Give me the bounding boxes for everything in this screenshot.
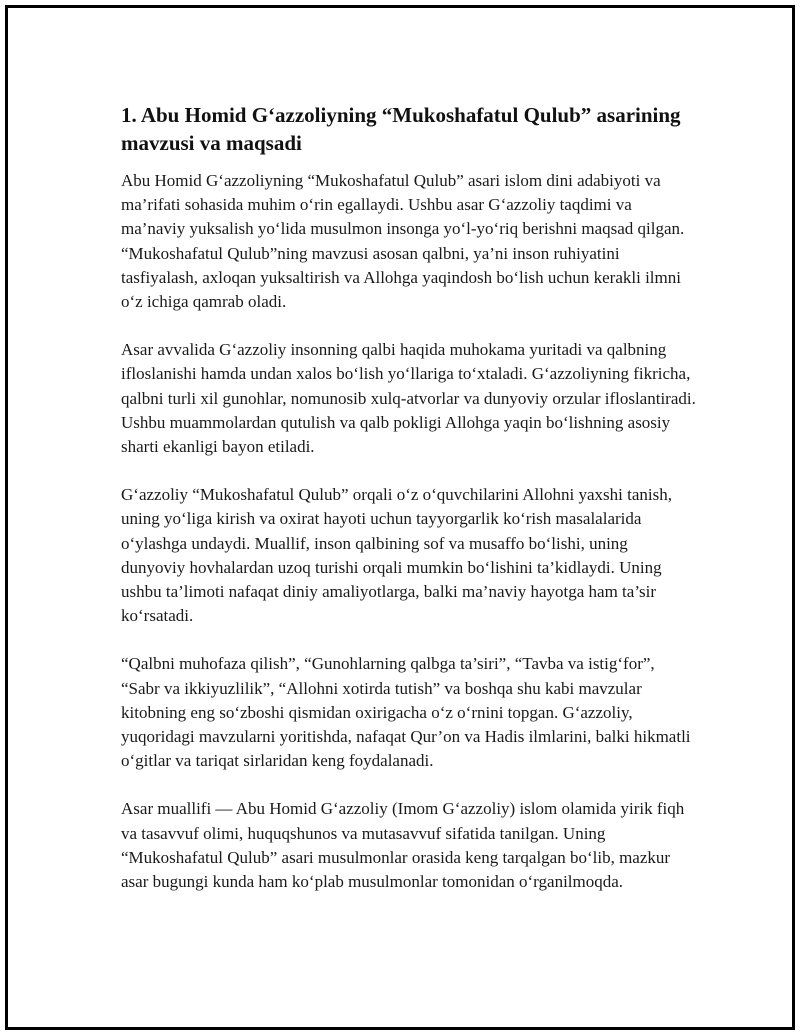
page-frame <box>5 5 795 1030</box>
document-body <box>121 101 696 918</box>
paragraph-5: Asar muallifi — Abu Homid G‘azzoliy (Imom G‘azzoliy) islom olamida yirik fiqh va tasavvuf olimi, huquqshunos va mutasavvuf sifatida tanilgan. Uning “Mukoshafatul Qulub” asari musulmonlar orasida keng tarqalgan bo‘lib, mazkur asar bugungi kunda ham ko‘plab musulmonlar tomonidan o‘rganilmoqda. <box>121 799 685 892</box>
document-title: 1. Abu Homid G‘azzoliyning “Mukoshafatul Qulub” asarining mavzusi va maqsadi <box>121 103 681 155</box>
paragraph-1: Abu Homid G‘azzoliyning “Mukoshafatul Qulub” asari islom dini adabiyoti va ma’rifati sohasida muhim o‘rin egallaydi. Ushbu asar G‘azzoliy taqdimi va ma’naviy yuksalish yo‘lida musulmon insonga yo‘l-yo‘riq berishni maqsad qilgan. “Mukoshafatul Qulub”ning mavzusi asosan qalbni, ya’ni inson ruhiyatini tasfiyalash, axloqan yuksaltirish va Allohga yaqindosh bo‘lish uchun kerakli ilmni o‘z ichiga qamrab oladi. <box>121 171 685 312</box>
paragraph-2: Asar avvalida G‘azzoliy insonning qalbi haqida muhokama yuritadi va qalbning ifloslanishi hamda undan xalos bo‘lish yo‘llariga to‘xtaladi. G‘azzoliyning fikricha, qalbni turli xil gunohlar, nomunosib xulq-atvorlar va dunyoviy orzular ifloslantiradi. Ushbu muammolardan qutulish va qalb pokligi Allohga yaqin bo‘lishning asosiy sharti ekanligi bayon etiladi. <box>121 340 696 457</box>
paragraph-4: “Qalbni muhofaza qilish”, “Gunohlarning qalbga ta’siri”, “Tavba va istig‘for”, “Sabr va ikkiyuzlilik”, “Allohni xotirda tutish” va boshqa shu kabi mavzular kitobning eng so‘zboshi qismidan oxirigacha o‘z o‘rnini topgan. G‘azzoliy, yuqoridagi mavzularni yoritishda, nafaqat Qur’on va Hadis ilmlarini, balki hikmatli o‘gitlar va tariqat sirlaridan keng foydalanadi. <box>121 654 691 771</box>
paragraph-3: G‘azzoliy “Mukoshafatul Qulub” orqali o‘z o‘quvchilarini Allohni yaxshi tanish, uning yo‘liga kirish va oxirat hayoti uchun tayyorgarlik ko‘rish masalalarida o‘ylashga undaydi. Muallif, inson qalbining sof va musaffo bo‘lishi, uning dunyoviy hovhalardan uzoq turishi orqali mumkin bo‘lishini ta’kidlaydi. Uning ushbu ta’limoti nafaqat diniy amaliyotlarga, balki ma’naviy hayotga ham ta’sir ko‘rsatadi. <box>121 485 672 626</box>
